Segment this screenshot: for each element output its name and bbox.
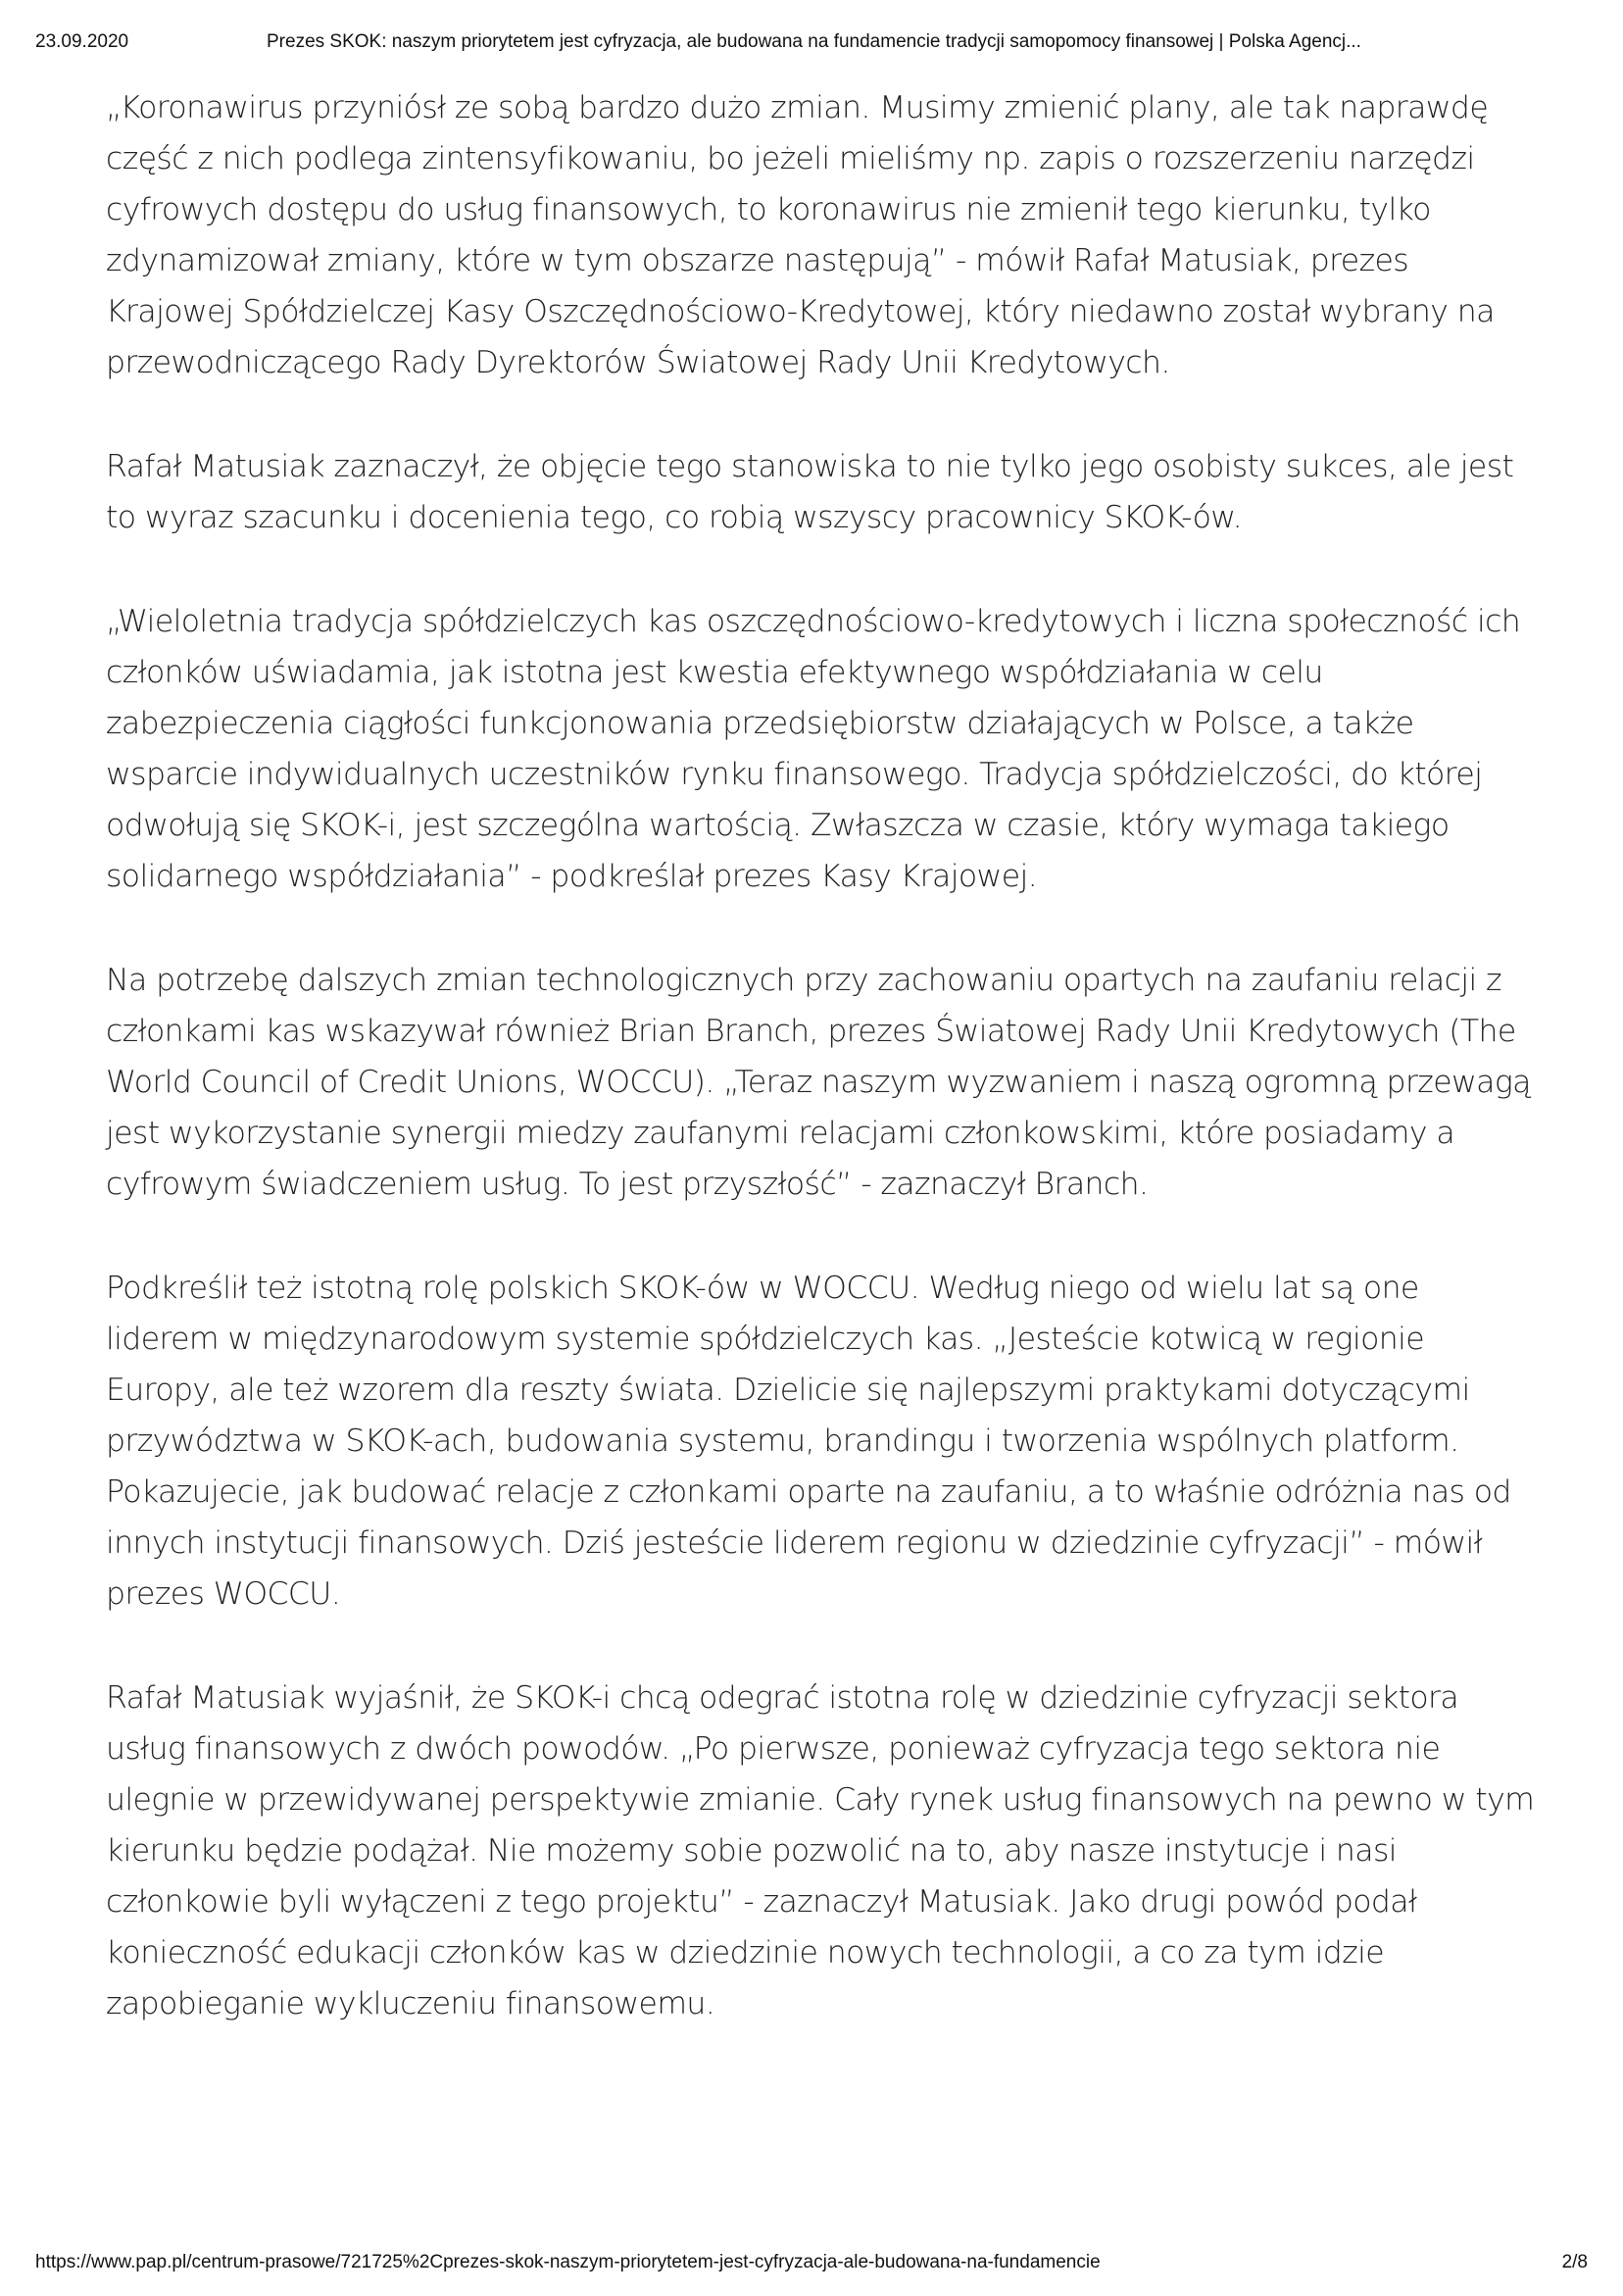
print-header [35, 31, 1588, 65]
page-title: Prezes SKOK: naszym priorytetem jest cyfryzacja, ale budowana na fundamencie tradycji samopomocy finansowej | Polska Agencj... [267, 31, 1361, 52]
page-number: 2/8 [1561, 2252, 1588, 2272]
article-paragraph: Rafał Matusiak wyjaśnił, że SKOK-i chcą odegrać istotna rolę w dziedzinie cyfryzacji sektora usług finansowych z dwóch powodów. „Po pierwsze, ponieważ cyfryzacja tego sektora nie ulegnie w przewidywanej perspektywie zmianie. Cały rynek usług finansowych na pewno w tym kierunku będzie podążał. Nie możemy sobie pozwolić na to, aby nasze instytucje i nasi członkowie byli wyłączeni z tego projektu” - zaznaczył Matusiak. Jako drugi powód podał konieczność edukacji członków kas w dziedzinie nowych technologii, a co za tym idzie zapobieganie wykluczeniu finansowemu. [106, 1680, 1535, 2021]
article-paragraph: Rafał Matusiak zaznaczył, że objęcie tego stanowiska to nie tylko jego osobisty sukces, ale jest to wyraz szacunku i docenienia tego, co robią wszyscy pracownicy SKOK-ów. [106, 449, 1514, 535]
print-date: 23.09.2020 [35, 31, 129, 52]
article-paragraph: „Wieloletnia tradycja spółdzielczych kas oszczędnościowo-kredytowych i liczna społeczność ich członków uświadamia, jak istotna jest kwestia efektywnego współdziałania w celu zabezpieczenia ciągłości funkcjonowania przedsiębiorstw działających w Polsce, a także wsparcie indywidualnych uczestników rynku finansowego. Tradycja spółdzielczości, do której odwołują się SKOK-i, jest szczególna wartością. Zwłaszcza w czasie, który wymaga takiego solidarnego współdziałania” - podkreślał prezes Kasy Krajowej. [106, 604, 1521, 894]
article-paragraph: Podkreślił też istotną rolę polskich SKOK-ów w WOCCU. Według niego od wielu lat są one liderem w międzynarodowym systemie spółdzielczych kas. „Jesteście kotwicą w regionie Europy, ale też wzorem dla reszty świata. Dzielicie się najlepszymi praktykami dotyczącymi przywództwa w SKOK-ach, budowania systemu, brandingu i tworzenia wspólnych platform. Pokazujecie, jak budować relacje z członkami oparte na zaufaniu, a to właśnie odróżnia nas od innych instytucji finansowych. Dziś jesteście liderem regionu w dziedzinie cyfryzacji” - mówił prezes WOCCU. [106, 1271, 1511, 1612]
article-paragraph: „Koronawirus przyniósł ze sobą bardzo dużo zmian. Musimy zmienić plany, ale tak naprawdę część z nich podlega zintensyfikowaniu, bo jeżeli mieliśmy np. zapis o rozszerzeniu narzędzi cyfrowych dostępu do usług finansowych, to koronawirus nie zmienił tego kierunku, tylko zdynamizował zmiany, które w tym obszarze następują” - mówił Rafał Matusiak, prezes Krajowej Spółdzielczej Kasy Oszczędnościowo-Kredytowej, który niedawno został wybrany na przewodniczącego Rady Dyrektorów Światowej Rady Unii Kredytowych. [106, 90, 1495, 380]
article-paragraph: Na potrzebę dalszych zmian technologicznych przy zachowaniu opartych na zaufaniu relacji z członkami kas wskazywał również Brian Branch, prezes Światowej Rady Unii Kredytowych (The World Council of Credit Unions, WOCCU). „Teraz naszym wyzwaniem i naszą ogromną przewagą jest wykorzystanie synergii miedzy zaufanymi relacjami członkowskimi, które posiadamy a cyfrowym świadczeniem usług. To jest przyszłość” - zaznaczył Branch. [106, 963, 1531, 1202]
source-url: https://www.pap.pl/centrum-prasowe/721725%2Cprezes-skok-naszym-priorytetem-jest-cyfryzacja-ale-budowana-na-fundamencie [35, 2252, 1101, 2272]
article-body [106, 82, 1539, 2082]
